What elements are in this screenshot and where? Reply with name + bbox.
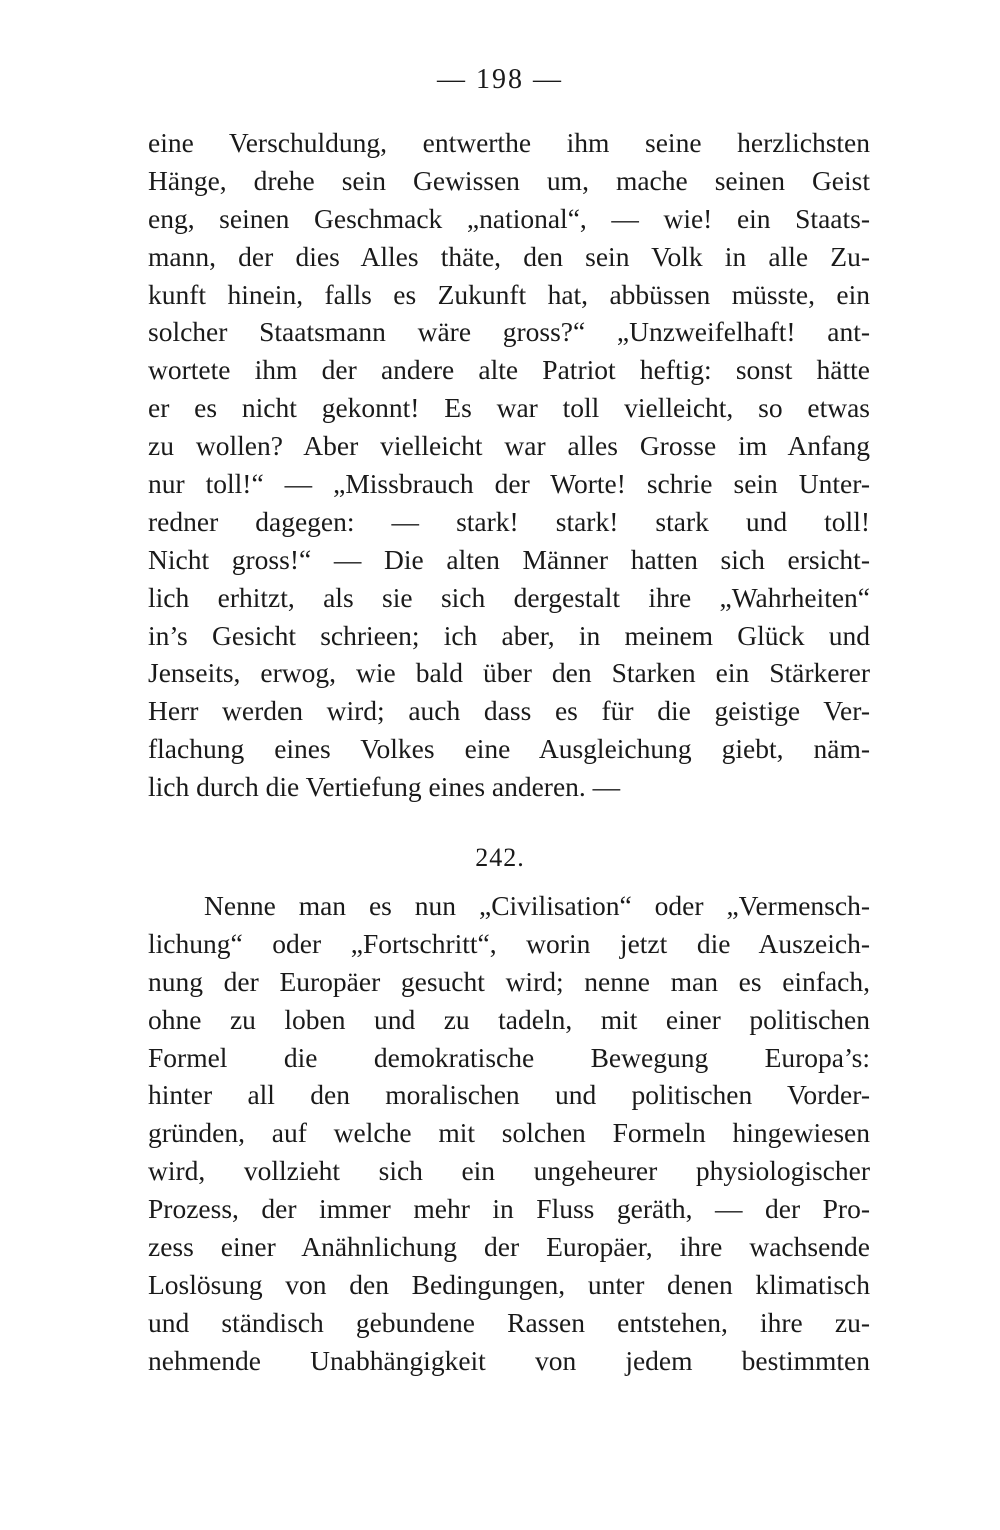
text-line: lich durch die Vertiefung eines anderen. — — [148, 771, 621, 803]
text-line: Jenseits, erwog, wie bald über den Starken ein Stärkerer — [148, 657, 870, 689]
text-line: Prozess, der immer mehr in Fluss geräth, — der Pro- — [148, 1193, 870, 1225]
text-line: eine Verschuldung, entwerthe ihm seine herzlichsten — [148, 127, 870, 158]
paragraph-continued — [148, 124, 870, 806]
text-line: wortete ihm der andere alte Patriot heftig: sonst hätte — [148, 354, 870, 386]
text-line: redner dagegen: — stark! stark! stark und toll! — [148, 505, 870, 537]
text-line: Nicht gross!“ — Die alten Männer hatten sich ersicht- — [148, 543, 870, 575]
paragraph-section-242 — [148, 887, 870, 1380]
text-line: eng, seinen Geschmack „national“, — wie! ein Staats- — [148, 202, 870, 234]
text-line: Hänge, drehe sein Gewissen um, mache seinen Geist — [148, 164, 870, 196]
text-line: in’s Gesicht schrieen; ich aber, in meinem Glück und — [148, 619, 870, 651]
text-line: hinter all den moralischen und politischen Vorder- — [148, 1079, 870, 1111]
text-line: Formel die demokratische Bewegung Europa’s: — [148, 1041, 870, 1073]
text-line: Loslösung von den Bedingungen, unter denen klimatisch — [148, 1268, 870, 1300]
text-line: Nenne man es nun „Civilisation“ oder „Vermensch- — [204, 890, 870, 921]
section-number: 242. — [475, 843, 525, 872]
text-line: und ständisch gebundene Rassen entstehen, ihre zu- — [148, 1306, 870, 1338]
text-line: flachung eines Volkes eine Ausgleichung giebt, näm- — [148, 733, 870, 765]
text-line: wird, vollzieht sich ein ungeheurer physiologischer — [148, 1155, 870, 1187]
text-line: Herr werden wird; auch dass es für die geistige Ver- — [148, 695, 870, 727]
text-line: er es nicht gekonnt! Es war toll vielleicht, so etwas — [148, 392, 870, 424]
text-line: mann, der dies Alles thäte, den sein Volk in alle Zu- — [148, 240, 870, 272]
text-line: nur toll!“ — „Missbrauch der Worte! schrie sein Unter- — [148, 468, 870, 500]
page-header: — 198 — — [437, 64, 563, 95]
text-line: ohne zu loben und zu tadeln, mit einer politischen — [148, 1003, 870, 1035]
text-line: nehmende Unabhängigkeit von jedem bestimmten — [148, 1344, 870, 1376]
text-line: solcher Staatsmann wäre gross?“ „Unzweifelhaft! ant- — [148, 316, 870, 348]
text-line: gründen, auf welche mit solchen Formeln hingewiesen — [148, 1117, 870, 1149]
text-line: kunft hinein, falls es Zukunft hat, abbüssen müsste, ein — [148, 278, 870, 310]
text-line: lichung“ oder „Fortschritt“, worin jetzt die Auszeich- — [148, 927, 870, 959]
text-line: zess einer Anähnlichung der Europäer, ihre wachsende — [148, 1231, 870, 1263]
text-line: zu wollen? Aber vielleicht war alles Grosse im Anfang — [148, 430, 870, 462]
text-line: lich erhitzt, als sie sich dergestalt ihre „Wahrheiten“ — [148, 581, 870, 613]
text-line: nung der Europäer gesucht wird; nenne man es einfach, — [148, 965, 870, 997]
